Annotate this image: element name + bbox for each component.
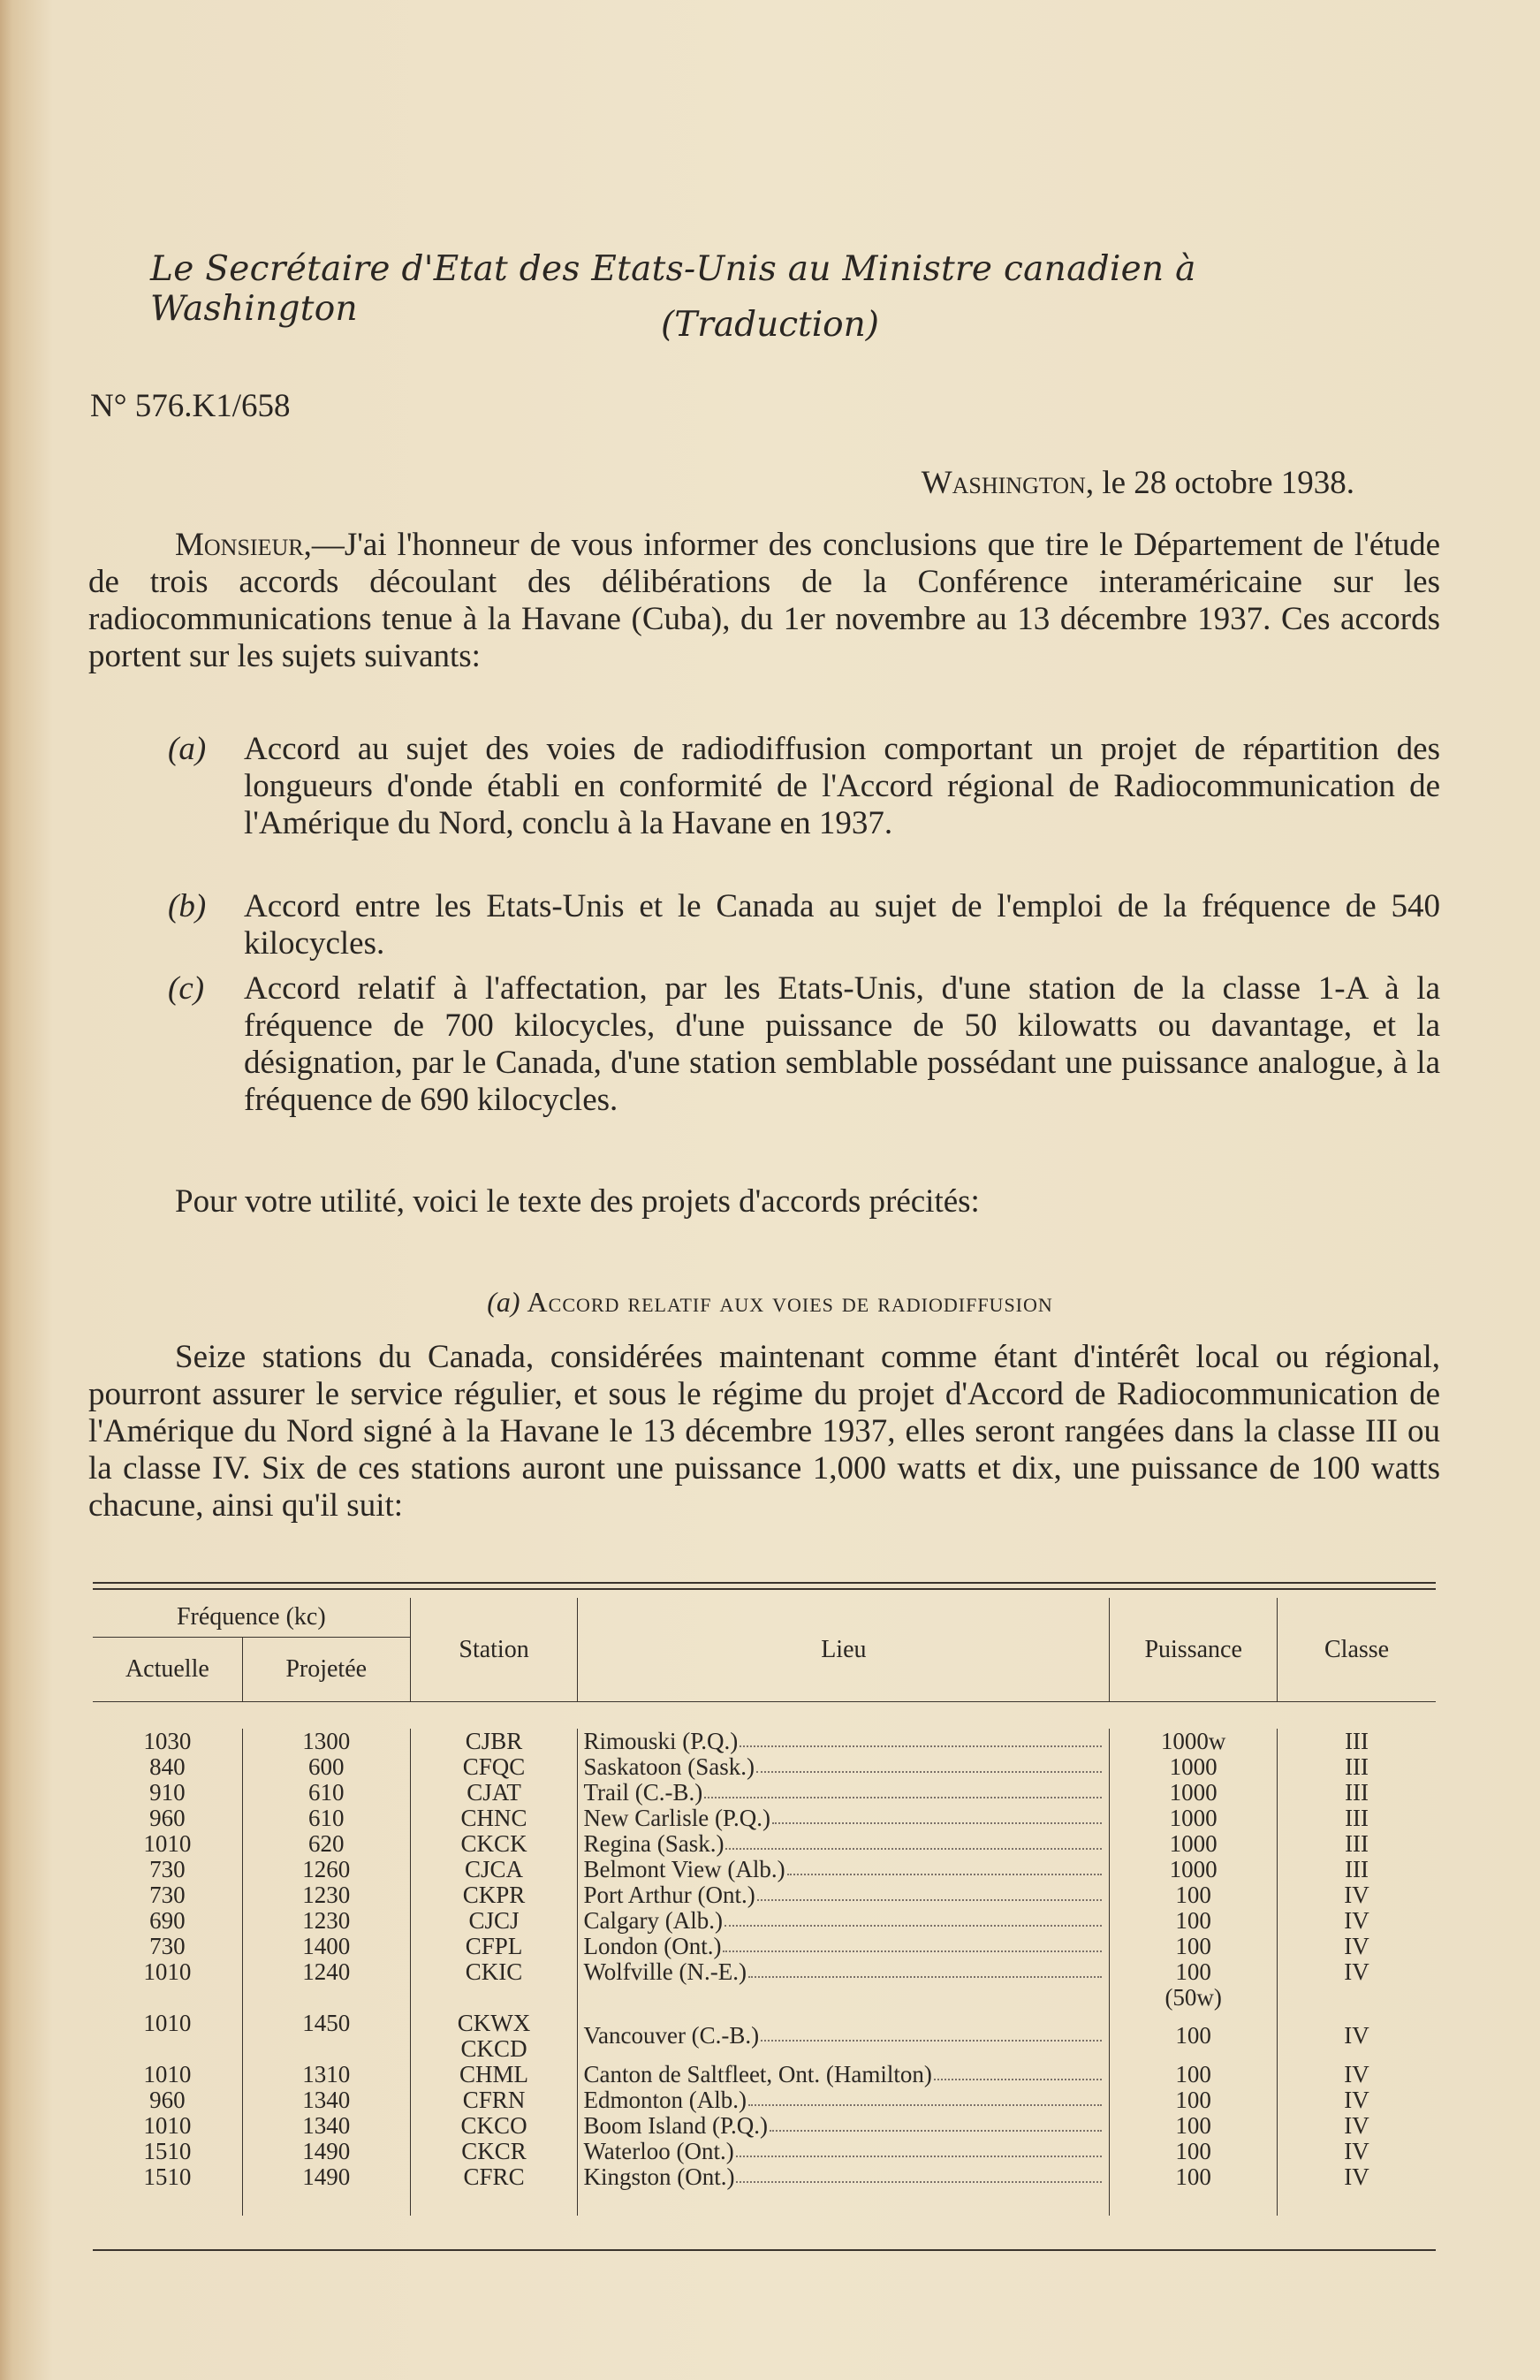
dot-leader: [724, 1908, 1102, 1927]
section-title: Accord relatif aux voies de radiodiffusion: [527, 1286, 1053, 1318]
cell-actuelle: [93, 2011, 242, 2062]
cell-puissance: [1110, 2011, 1278, 2062]
cell-actuelle-value: 1010: [143, 2112, 192, 2139]
cell-station-value: CKWX: [457, 2010, 531, 2036]
cell-actuelle-value: 690: [149, 1907, 186, 1934]
cell-classe: [1278, 1857, 1436, 1882]
cell-actuelle: [93, 1729, 242, 1754]
cell-projetee-value: 620: [307, 1830, 345, 1857]
cell-classe: [1278, 2011, 1436, 2062]
reference-number: N° 576.K1/658: [90, 388, 291, 424]
cell-projetee: [242, 2087, 410, 2113]
cell-projetee-value: 610: [307, 1805, 345, 1831]
dot-leader: [736, 2139, 1102, 2157]
table-row: [93, 1754, 1436, 1780]
cell-classe: [1278, 1780, 1436, 1806]
intro-text: —J'ai l'honneur de vous informer des conclusions que tire le Département de l'étude de trois accords découlant des délibérations de la Conférence interaméricaine sur les radiocommunications tenue à la Havane (Cuba), du 1er novembre au 13 décembre 1937. Ces accords portent sur les sujets suivants:: [88, 527, 1440, 674]
cell-projetee: [242, 1934, 410, 1959]
cell-station-value: CFPL: [465, 1933, 523, 1959]
cell-lieu-value: Boom Island (P.Q.): [583, 2112, 768, 2139]
table-row: [93, 2164, 1436, 2190]
cell-lieu-value: Waterloo (Ont.): [583, 2138, 734, 2164]
cell-lieu: [578, 1831, 1110, 1857]
cell-classe-value: IV: [1344, 2087, 1369, 2113]
cell-puissance-value: 100: [1175, 2022, 1211, 2049]
table-row: [93, 1831, 1436, 1857]
cell-actuelle-value: 1010: [143, 2010, 192, 2036]
cell-lieu-value: Vancouver (C.-B.): [583, 2022, 760, 2049]
cell-lieu: [578, 1729, 1110, 1754]
cell-projetee: [242, 1806, 410, 1831]
cell-classe-value: III: [1345, 1728, 1369, 1754]
cell-actuelle-value: 730: [149, 1856, 186, 1882]
cell-puissance: [1110, 2062, 1278, 2087]
cell-puissance-value: 100: [1175, 1958, 1211, 1985]
cell-puissance-value: 1000w: [1160, 1728, 1226, 1754]
cell-classe-value: III: [1345, 1830, 1369, 1857]
header-lieu: Lieu: [578, 1598, 1110, 1702]
cell-lieu-value: Trail (C.-B.): [583, 1779, 703, 1806]
cell-lieu-value: Calgary (Alb.): [583, 1907, 723, 1934]
cell-station-value: CFRN: [462, 2087, 526, 2113]
cell-actuelle-value: 910: [149, 1779, 186, 1806]
dateline: [922, 464, 1354, 502]
cell-classe-value: III: [1345, 1753, 1369, 1780]
header-station: Station: [410, 1598, 578, 1702]
dot-leader: [704, 1780, 1102, 1798]
dot-leader: [736, 2164, 1102, 2183]
cell-station-value: CJAT: [467, 1779, 521, 1806]
table-top-rule: [93, 1582, 1436, 1584]
cell-lieu: [578, 1780, 1110, 1806]
list-item-text: Accord au sujet des voies de radiodiffusion comportant un projet de répartition des longueurs d'onde établi en conformité de l'Accord régional de Radiocommunication de l'Amérique du Nord, conclu à la Havane en 1937.: [244, 731, 1440, 841]
utility-paragraph: Pour votre utilité, voici le texte des projets d'accords précités:: [175, 1183, 980, 1220]
table-row: [93, 1959, 1436, 2011]
cell-actuelle: [93, 1831, 242, 1857]
header-actuelle: Actuelle: [93, 1638, 242, 1702]
cell-projetee-value: 600: [307, 1753, 345, 1780]
cell-station: [410, 1882, 578, 1908]
cell-projetee: [242, 2113, 410, 2139]
list-item-text: Accord relatif à l'affectation, par les Etats-Unis, d'une station de la classe 1-A à la fréquence de 700 kilocycles, d'une puissance de 50 kilowatts ou davantage, et la désignation, par le Canada, d'une station semblable possédant une puissance analogue, à la fréquence de 690 kilocycles.: [244, 970, 1440, 1118]
cell-projetee: [242, 1882, 410, 1908]
cell-classe: [1278, 1831, 1436, 1857]
cell-lieu: [578, 1882, 1110, 1908]
cell-actuelle-value: 960: [149, 1805, 186, 1831]
cell-puissance: [1110, 1908, 1278, 1934]
dot-leader: [787, 1857, 1103, 1875]
cell-actuelle-value: 960: [149, 2087, 186, 2113]
dot-leader: [723, 1934, 1102, 1952]
cell-lieu: [578, 2139, 1110, 2164]
cell-station: [410, 1780, 578, 1806]
cell-station: [410, 2139, 578, 2164]
dot-leader: [725, 1831, 1102, 1850]
table-row: [93, 2011, 1436, 2062]
list-item-text: Accord entre les Etats-Unis et le Canada au sujet de l'emploi de la fréquence de 540 kilocycles.: [244, 888, 1440, 962]
cell-classe: [1278, 1908, 1436, 1934]
table-row: [93, 2113, 1436, 2139]
cell-classe: [1278, 2087, 1436, 2113]
cell-puissance: [1110, 1882, 1278, 1908]
cell-station-value: CHML: [459, 2061, 529, 2087]
cell-station: [410, 1959, 578, 2011]
cell-actuelle: [93, 1806, 242, 1831]
list-item-b: [168, 888, 1440, 963]
cell-projetee-value: 1400: [302, 1933, 351, 1959]
cell-station-value: CKPR: [462, 1882, 526, 1908]
table-row: [93, 2062, 1436, 2087]
cell-actuelle-value: 1010: [143, 2061, 192, 2087]
dateline-place: Washington,: [921, 465, 1095, 501]
cell-projetee: [242, 2011, 410, 2062]
cell-lieu: [578, 2164, 1110, 2190]
stations-table: [93, 1598, 1436, 2216]
cell-projetee: [242, 2164, 410, 2190]
table-row: [93, 1729, 1436, 1754]
dot-leader: [748, 1959, 1102, 1978]
cell-puissance-value: 1000: [1169, 1856, 1218, 1882]
cell-projetee: [242, 1908, 410, 1934]
cell-puissance: [1110, 2113, 1278, 2139]
cell-classe: [1278, 1882, 1436, 1908]
cell-projetee-value: 1230: [302, 1882, 351, 1908]
cell-projetee-value: 1340: [302, 2087, 351, 2113]
dot-leader: [748, 2087, 1102, 2106]
list-item-label: (c): [168, 970, 205, 1007]
header-frequence: Fréquence (kc): [93, 1598, 410, 1638]
header-classe: Classe: [1278, 1598, 1436, 1702]
cell-puissance: [1110, 2087, 1278, 2113]
cell-projetee-value: 1450: [302, 2010, 351, 2036]
cell-lieu-value: Saskatoon (Sask.): [583, 1753, 755, 1780]
dot-leader: [772, 1806, 1102, 1824]
cell-classe-value: IV: [1344, 2112, 1369, 2139]
cell-station-second-value: CKCD: [460, 2035, 527, 2062]
cell-actuelle-value: 1010: [143, 1830, 192, 1857]
cell-classe-value: IV: [1344, 2138, 1369, 2164]
table-row: [93, 1857, 1436, 1882]
cell-puissance: [1110, 2139, 1278, 2164]
cell-station: [410, 2113, 578, 2139]
cell-projetee: [242, 1857, 410, 1882]
cell-actuelle-value: 1510: [143, 2138, 192, 2164]
dot-leader: [770, 2113, 1102, 2132]
stations-table-body: [93, 1702, 1436, 2217]
cell-puissance-value: 100: [1175, 2163, 1211, 2190]
cell-actuelle: [93, 2139, 242, 2164]
cell-puissance: [1110, 1780, 1278, 1806]
cell-station: [410, 1831, 578, 1857]
cell-classe-value: III: [1345, 1779, 1369, 1806]
section-heading: [0, 1286, 1540, 1319]
cell-classe-value: IV: [1344, 2163, 1369, 2190]
cell-classe: [1278, 1934, 1436, 1959]
cell-lieu: [578, 1908, 1110, 1934]
cell-lieu: [578, 1934, 1110, 1959]
cell-projetee: [242, 1780, 410, 1806]
salutation: Monsieur,: [175, 527, 312, 563]
cell-station: [410, 1857, 578, 1882]
cell-lieu-value: Edmonton (Alb.): [583, 2087, 747, 2113]
dot-leader: [934, 2062, 1102, 2080]
cell-classe: [1278, 1729, 1436, 1754]
list-item-c: [168, 970, 1440, 1156]
cell-actuelle: [93, 2113, 242, 2139]
cell-projetee-value: 1340: [302, 2112, 351, 2139]
cell-puissance: [1110, 1934, 1278, 1959]
cell-classe: [1278, 1959, 1436, 2011]
cell-puissance: [1110, 1831, 1278, 1857]
cell-lieu-value: Rimouski (P.Q.): [583, 1728, 739, 1754]
dot-leader: [761, 2023, 1102, 2042]
cell-actuelle: [93, 2087, 242, 2113]
cell-projetee: [242, 2062, 410, 2087]
cell-actuelle-value: 840: [149, 1753, 186, 1780]
cell-puissance: [1110, 1857, 1278, 1882]
translation-note: (Traduction): [660, 305, 879, 345]
cell-lieu: [578, 1754, 1110, 1780]
cell-actuelle-value: 1510: [143, 2163, 192, 2190]
cell-classe-value: III: [1345, 1805, 1369, 1831]
cell-projetee-value: 1490: [302, 2163, 351, 2190]
cell-lieu-value: Kingston (Ont.): [583, 2163, 735, 2190]
cell-lieu: [578, 2062, 1110, 2087]
cell-puissance-value: 100: [1175, 1882, 1211, 1908]
list-item-label: (b): [168, 888, 207, 924]
table-row: [93, 1882, 1436, 1908]
cell-classe-value: IV: [1344, 2061, 1369, 2087]
cell-station: [410, 2062, 578, 2087]
cell-projetee-value: 610: [307, 1779, 345, 1806]
section-paragraph: Seize stations du Canada, considérées maintenant comme étant d'intérêt local ou régional, pourront assurer le service régulier, et sous le régime du projet d'Accord de Radiocommunication de l'Amérique du Nord signé à la Havane le 13 décembre 1937, elles seront rangées dans la classe III ou la classe IV. Six de ces stations auront une puissance 1,000 watts et dix, une puissance de 100 watts chacune, ainsi qu'il suit:: [88, 1339, 1440, 1524]
cell-puissance-value: 100: [1175, 2112, 1211, 2139]
cell-projetee-value: 1230: [302, 1907, 351, 1934]
cell-puissance-value: 100: [1175, 1907, 1211, 1934]
cell-lieu-value: Regina (Sask.): [583, 1830, 724, 1857]
cell-actuelle: [93, 2062, 242, 2087]
cell-lieu-value: London (Ont.): [583, 1933, 722, 1959]
cell-projetee-value: 1240: [302, 1958, 351, 1985]
cell-station: [410, 1754, 578, 1780]
dot-leader: [756, 1754, 1102, 1773]
cell-projetee: [242, 2139, 410, 2164]
cell-projetee: [242, 1729, 410, 1754]
cell-station: [410, 2164, 578, 2190]
cell-station-value: CJCJ: [468, 1907, 520, 1934]
table-row: [93, 2087, 1436, 2113]
cell-actuelle: [93, 1780, 242, 1806]
cell-station-value: CFQC: [462, 1753, 526, 1780]
cell-projetee: [242, 1754, 410, 1780]
cell-puissance: [1110, 1729, 1278, 1754]
dateline-date: le 28 octobre 1938.: [1102, 465, 1354, 501]
cell-projetee-value: 1490: [302, 2138, 351, 2164]
cell-puissance: [1110, 2164, 1278, 2190]
cell-classe-value: IV: [1344, 1958, 1369, 1985]
cell-station-value: CKCR: [461, 2138, 527, 2164]
cell-actuelle-value: 730: [149, 1933, 186, 1959]
cell-projetee-value: 1310: [302, 2061, 351, 2087]
cell-lieu: [578, 1806, 1110, 1831]
cell-station-value: CKCK: [460, 1830, 527, 1857]
cell-station: [410, 2011, 578, 2062]
table-top-rule-2: [93, 1588, 1436, 1590]
cell-classe: [1278, 2062, 1436, 2087]
cell-actuelle: [93, 1934, 242, 1959]
cell-lieu: [578, 1959, 1110, 2011]
table-row: [93, 1780, 1436, 1806]
cell-lieu-value: New Carlisle (P.Q.): [583, 1805, 770, 1831]
table-row: [93, 2139, 1436, 2164]
cell-station: [410, 1908, 578, 1934]
cell-puissance-value: 1000: [1169, 1830, 1218, 1857]
cell-station: [410, 1934, 578, 1959]
cell-actuelle: [93, 1959, 242, 2011]
cell-classe: [1278, 2139, 1436, 2164]
cell-lieu-value: Canton de Saltfleet, Ont. (Hamilton): [583, 2061, 932, 2087]
header-projetee: Projetée: [242, 1638, 410, 1702]
cell-projetee: [242, 1831, 410, 1857]
cell-station: [410, 1729, 578, 1754]
cell-actuelle: [93, 1882, 242, 1908]
cell-puissance: [1110, 1959, 1278, 2011]
letter-title: Le Secrétaire d'Etat des Etats-Unis au Ministre canadien à Washington: [150, 249, 1196, 329]
cell-lieu: [578, 2087, 1110, 2113]
cell-station-value: CKIC: [465, 1958, 523, 1985]
cell-actuelle-value: 730: [149, 1882, 186, 1908]
table-row: [93, 1908, 1436, 1934]
dot-leader: [740, 1729, 1102, 1747]
table-row: [93, 1806, 1436, 1831]
cell-classe-value: IV: [1344, 2022, 1369, 2049]
cell-lieu: [578, 1857, 1110, 1882]
cell-station-value: CHNC: [460, 1805, 527, 1831]
cell-puissance-value: 1000: [1169, 1779, 1218, 1806]
cell-puissance-value: 1000: [1169, 1805, 1218, 1831]
cell-actuelle: [93, 2164, 242, 2190]
cell-projetee-value: 1260: [302, 1856, 351, 1882]
cell-lieu: [578, 2011, 1110, 2062]
cell-classe-value: III: [1345, 1856, 1369, 1882]
header-puissance: Puissance: [1110, 1598, 1278, 1702]
cell-station: [410, 2087, 578, 2113]
cell-projetee: [242, 1959, 410, 2011]
cell-puissance-note: (50w): [1164, 1984, 1222, 2011]
cell-lieu-value: Wolfville (N.-E.): [583, 1958, 747, 1985]
cell-projetee-value: 1300: [302, 1728, 351, 1754]
cell-actuelle: [93, 1908, 242, 1934]
table-bottom-rule: [93, 2249, 1436, 2251]
dot-leader: [757, 1882, 1103, 1901]
cell-station-value: CKCO: [460, 2112, 527, 2139]
cell-classe-value: IV: [1344, 1933, 1369, 1959]
list-item-label: (a): [168, 731, 207, 767]
cell-actuelle: [93, 1754, 242, 1780]
cell-actuelle: [93, 1857, 242, 1882]
cell-puissance-value: 1000: [1169, 1753, 1218, 1780]
cell-classe: [1278, 1754, 1436, 1780]
cell-puissance: [1110, 1754, 1278, 1780]
cell-puissance-value: 100: [1175, 2087, 1211, 2113]
cell-actuelle-value: 1010: [143, 1958, 192, 1985]
cell-station: [410, 1806, 578, 1831]
cell-classe: [1278, 2113, 1436, 2139]
cell-puissance-value: 100: [1175, 2138, 1211, 2164]
list-item-a: [168, 731, 1440, 881]
cell-station-value: CJCA: [465, 1856, 524, 1882]
cell-lieu: [578, 2113, 1110, 2139]
cell-classe: [1278, 2164, 1436, 2190]
table-row: [93, 1934, 1436, 1959]
cell-station-value: CJBR: [465, 1728, 523, 1754]
cell-puissance-value: 100: [1175, 1933, 1211, 1959]
cell-actuelle-value: 1030: [143, 1728, 192, 1754]
cell-station-value: CFRC: [463, 2163, 525, 2190]
cell-lieu-value: Port Arthur (Ont.): [583, 1882, 755, 1908]
cell-puissance-value: 100: [1175, 2061, 1211, 2087]
cell-classe-value: IV: [1344, 1882, 1369, 1908]
cell-classe-value: IV: [1344, 1907, 1369, 1934]
section-label: (a): [487, 1286, 520, 1318]
cell-lieu-value: Belmont View (Alb.): [583, 1856, 785, 1882]
cell-puissance: [1110, 1806, 1278, 1831]
intro-paragraph: [88, 527, 1440, 675]
cell-classe: [1278, 1806, 1436, 1831]
